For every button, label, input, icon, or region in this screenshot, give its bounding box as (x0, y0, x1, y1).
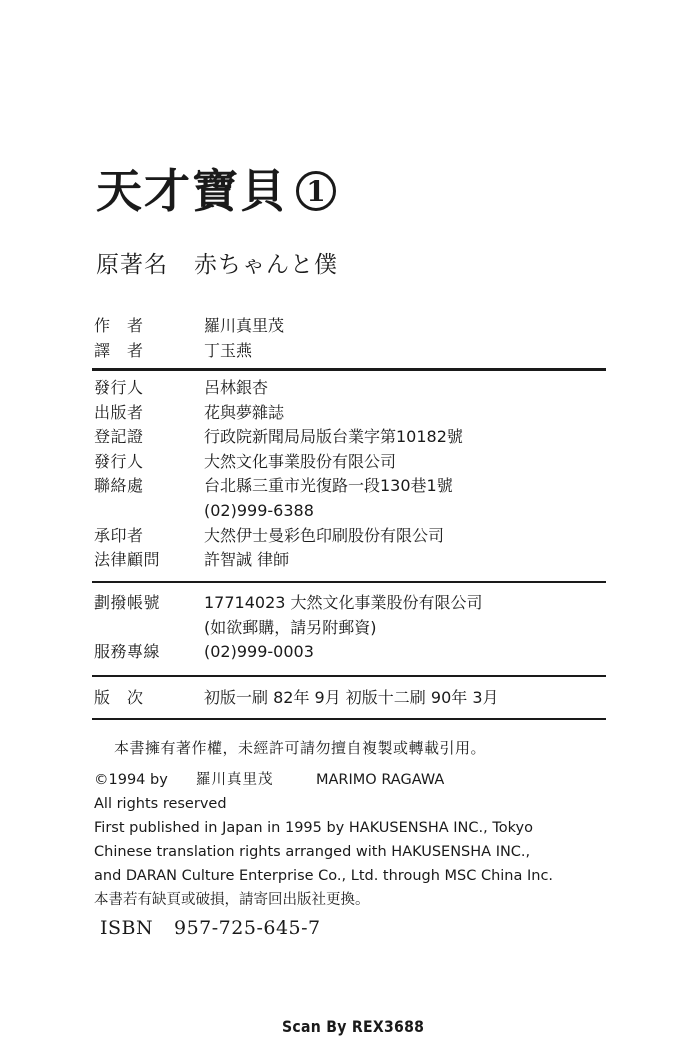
credit-value: 花與夢雜誌 (204, 402, 285, 422)
credit-value: 許智誠 律師 (204, 550, 290, 570)
credit-row (94, 450, 606, 475)
credit-row (94, 524, 606, 549)
edition-info (94, 686, 606, 711)
credit-label: 承印者 (94, 525, 144, 545)
credit-row (94, 314, 606, 339)
credit-label (94, 499, 204, 524)
rights-line: Chinese translation rights arranged with HAKUSENSHA INC., (94, 844, 531, 860)
credit-row (94, 425, 606, 450)
author-english-name: MARIMO RAGAWA (316, 772, 445, 788)
credit-label (94, 616, 204, 641)
divider (92, 718, 606, 720)
credit-row (94, 591, 606, 616)
credit-value: 台北縣三重市光復路一段130巷1號 (204, 476, 453, 496)
credit-value: 行政院新聞局局版台業字第10182號 (204, 427, 463, 447)
credit-label: 法律顧問 (94, 550, 161, 570)
credit-value: 呂林銀杏 (204, 378, 269, 397)
credit-row (94, 474, 606, 499)
phone-number: (02)999-6388 (204, 500, 314, 520)
credit-label: 聯絡處 (94, 476, 144, 496)
credit-row (94, 616, 606, 641)
scan-credit: Scan By REX3688 (282, 1017, 425, 1036)
book-title: 天才寶貝 (96, 164, 288, 218)
credit-label: 服務專線 (94, 642, 161, 662)
copyright-year: ©1994 by (94, 772, 168, 788)
credit-row (94, 401, 606, 426)
title-row (96, 164, 336, 218)
original-title-value: 赤ちゃんと僕 (194, 252, 338, 278)
credit-value: 大然伊士曼彩色印刷股份有限公司 (204, 525, 445, 545)
defect-notice: 本書若有缺頁或破損，請寄回出版社更換。 (94, 892, 370, 908)
credit-label: 譯 者 (94, 340, 144, 360)
credit-value: 17714023 大然文化事業股份有限公司 (204, 593, 483, 612)
author-chinese-name: 羅川真里茂 (196, 772, 274, 788)
credit-value: 大然文化事業股份有限公司 (204, 451, 397, 471)
credit-label: 劃撥帳號 (94, 593, 161, 612)
rights-line: All rights reserved (94, 796, 227, 812)
credit-value: (如欲郵購，請另附郵資) (204, 617, 377, 637)
credit-row (94, 499, 606, 524)
divider (92, 368, 606, 371)
isbn-label: ISBN (100, 917, 154, 939)
copyright-notice: 本書擁有著作權，未經許可請勿擅自複製或轉載引用。 (114, 739, 487, 757)
credit-value: 羅川真里茂 (204, 316, 285, 335)
credit-row (94, 640, 606, 665)
copyright-block (94, 768, 553, 912)
credit-row (94, 376, 606, 401)
credits-ordering (94, 591, 606, 665)
credit-row (94, 339, 606, 364)
credit-label: 發行人 (94, 378, 144, 397)
original-title (96, 246, 338, 279)
credit-value: 丁玉燕 (204, 340, 253, 360)
credit-label: 發行人 (94, 451, 144, 471)
rights-line: and DARAN Culture Enterprise Co., Ltd. through MSC China Inc. (94, 868, 554, 884)
copyright-line (94, 768, 553, 792)
edition-label: 版 次 (94, 688, 144, 707)
credit-label: 出版者 (94, 402, 144, 422)
original-title-label: 原著名 (96, 252, 168, 278)
credit-row (94, 548, 606, 573)
isbn (100, 917, 321, 939)
divider (92, 581, 606, 583)
phone-number: (02)999-0003 (204, 642, 314, 662)
credits-authors (94, 314, 606, 363)
volume-number: 1 (296, 171, 336, 211)
credits-publishing (94, 376, 606, 573)
edition-value: 初版一刷 82年 9月 初版十二刷 90年 3月 (204, 688, 499, 707)
credit-label: 作 者 (94, 316, 144, 335)
isbn-value: 957-725-645-7 (174, 917, 321, 939)
credit-label: 登記證 (94, 427, 144, 447)
rights-line: First published in Japan in 1995 by HAKUSENSHA INC., Tokyo (94, 820, 533, 836)
divider (92, 675, 606, 677)
credit-row (94, 686, 606, 711)
